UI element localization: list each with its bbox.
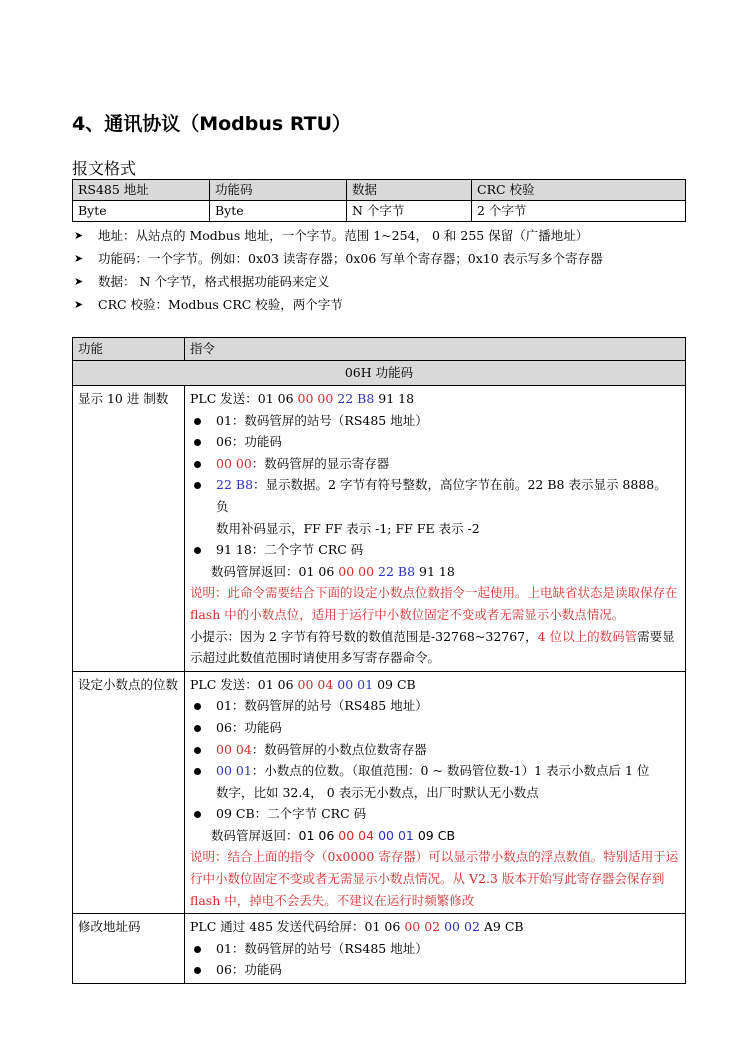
- frame-size-data: N 个字节: [347, 201, 472, 222]
- bullet-icon: [194, 768, 201, 775]
- row-function-label: 设定小数点的位数: [73, 671, 185, 914]
- bullet-icon: [194, 482, 201, 489]
- list-item: 91 18：二个字节 CRC 码: [190, 539, 680, 561]
- section-title: 06H 功能码: [73, 361, 686, 386]
- command-table: [72, 337, 686, 984]
- list-item: 22 B8：显示数据。2 字节有符号整数，高位字节在前。22 B8 表示显示 8888。 负: [190, 474, 680, 517]
- frame-header-data: 数据: [347, 180, 472, 201]
- section-heading: 4、通讯协议（Modbus RTU）: [72, 113, 351, 135]
- list-item: ➤ 地址：从站点的 Modbus 地址，一个字节。范围 1~254， 0 和 255 保留（广播地址）: [72, 226, 684, 246]
- list-item: 00 04：数码管屏的小数点位数寄存器: [190, 739, 680, 761]
- list-item-continuation: 数字，比如 32.4， 0 表示无小数点，出厂时默认无小数点: [216, 784, 539, 800]
- list-item: 09 CB：二个字节 CRC 码: [190, 803, 680, 825]
- row-command-cell: [185, 671, 686, 914]
- frame-size-address: Byte: [73, 201, 210, 222]
- frame-header-address: RS485 地址: [73, 180, 210, 201]
- arrow-bullet-icon: ➤: [74, 298, 84, 311]
- frame-format-table: [72, 179, 686, 222]
- frame-header-function: 功能码: [210, 180, 347, 201]
- bullet-icon: [194, 946, 201, 953]
- frame-field-notes: [72, 226, 684, 318]
- bullet-icon: [194, 747, 201, 754]
- frame-size-crc: 2 个字节: [472, 201, 686, 222]
- usage-note: 说明：结合上面的指令（0x0000 寄存器）可以显示带小数点的浮点数值。特别适用于运行中小数位固定不变或者无需显示小数点情况。从 V2.3 版本开始写此寄存器会保存到 flash 中，掉电不会丢失。不建议在运行时频繁修改: [190, 849, 679, 908]
- command-table-header: [73, 338, 686, 361]
- list-item: ➤ 数据： N 个字节，格式根据功能码来定义: [72, 272, 684, 292]
- frame-format-size-row: [73, 201, 686, 222]
- table-row: [73, 386, 686, 672]
- bullet-icon: [194, 439, 201, 446]
- list-item: 00 01：小数点的位数。（取值范围：0 ~ 数码管位数-1）1 表示小数点后 1 位: [190, 760, 680, 782]
- list-item-continuation: 数用补码显示，FF FF 表示 -1; FF FE 表示 -2: [216, 520, 480, 536]
- bullet-icon: [194, 967, 201, 974]
- list-item: 01：数码管屏的站号（RS485 地址）: [190, 938, 680, 960]
- row-command-cell: [185, 914, 686, 984]
- list-item: 06：功能码: [190, 431, 680, 453]
- row-function-label: 显示 10 进 制数: [73, 386, 185, 672]
- arrow-bullet-icon: ➤: [74, 229, 84, 242]
- send-line: PLC 发送：01 06 00 00 22 B8 91 18: [190, 391, 415, 406]
- list-item: 06：功能码: [190, 959, 680, 981]
- row-function-label: 修改地址码: [73, 914, 185, 984]
- bullet-icon: [194, 811, 201, 818]
- list-item: 06：功能码: [190, 717, 680, 739]
- send-line: PLC 通过 485 发送代码给屏：01 06 00 02 00 02 A9 CB: [190, 919, 524, 935]
- bullet-icon: [194, 703, 201, 710]
- bullet-icon: [194, 725, 201, 732]
- reply-line: 数码管屏返回：01 06 00 00 22 B8 91 18: [211, 563, 455, 579]
- arrow-bullet-icon: ➤: [74, 275, 84, 288]
- frame-format-header-row: [73, 180, 686, 201]
- list-item: 00 00：数码管屏的显示寄存器: [190, 453, 680, 475]
- list-item: 01：数码管屏的站号（RS485 地址）: [190, 410, 680, 432]
- reply-line: 数码管屏返回：01 06 00 04 00 01 09 CB: [211, 827, 456, 843]
- bullet-icon: [194, 418, 201, 425]
- arrow-bullet-icon: ➤: [74, 252, 84, 265]
- bullet-icon: [194, 547, 201, 554]
- usage-note: 说明：此命令需要结合下面的设定小数点位数指令一起使用。上电缺省状态是读取保存在 flash 中的小数点位，适用于运行中小数位固定不变或者无需显示小数点情况。: [190, 585, 678, 622]
- header-function: 功能: [73, 338, 185, 361]
- row-command-cell: [185, 386, 686, 672]
- header-command: 指令: [185, 338, 686, 361]
- table-row: [73, 671, 686, 914]
- frame-size-function: Byte: [210, 201, 347, 222]
- list-item: 01：数码管屏的站号（RS485 地址）: [190, 695, 680, 717]
- frame-format-title: 报文格式: [72, 159, 137, 178]
- list-item: ➤ 功能码：一个字节。例如：0x03 读寄存器；0x06 写单个寄存器；0x10 表示写多个寄存器: [72, 249, 684, 269]
- section-row-06h: [73, 361, 686, 386]
- tip-note: 小提示：因为 2 字节有符号数的数值范围是-32768~32767，4 位以上的数码管需要显示超过此数值范围时请使用多写寄存器命令。: [190, 628, 675, 666]
- bullet-icon: [194, 461, 201, 468]
- frame-header-crc: CRC 校验: [472, 180, 686, 201]
- send-line: PLC 发送：01 06 00 04 00 01 09 CB: [190, 676, 416, 692]
- table-row: [73, 914, 686, 984]
- list-item: ➤ CRC 校验：Modbus CRC 校验，两个字节: [72, 295, 684, 315]
